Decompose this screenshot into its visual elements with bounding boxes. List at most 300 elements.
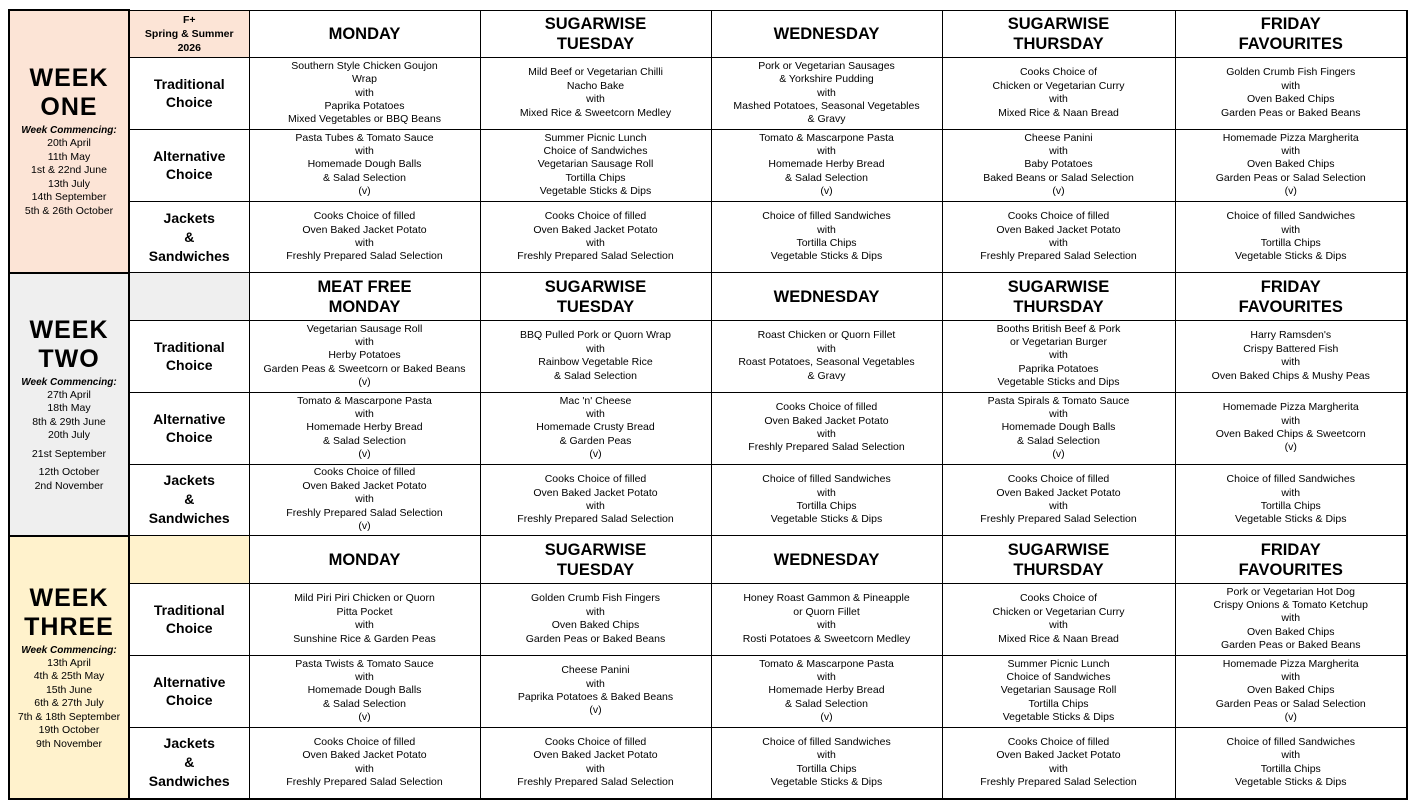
text-line: Oven Baked Jacket Potato — [996, 223, 1121, 236]
text-line: Sandwiches — [148, 510, 230, 527]
week-one-cell — [9, 10, 129, 273]
text-line: & Gravy — [807, 113, 846, 126]
dish-cell — [1175, 727, 1407, 799]
text-line: TWO — [38, 344, 100, 373]
week-date: 6th & 27th July — [34, 697, 104, 710]
text-line: Garden Peas or Baked Beans — [525, 632, 666, 645]
day-header — [1175, 10, 1407, 57]
text-line: Cooks Choice of filled — [1007, 473, 1110, 486]
text-line: with — [586, 342, 605, 355]
day-header — [1175, 536, 1407, 583]
text-line: SUGARWISE — [544, 540, 647, 559]
text-line: with — [817, 670, 836, 683]
text-line: Mac 'n' Cheese — [559, 394, 632, 407]
dish-cell — [249, 57, 480, 129]
text-line: Oven Baked Jacket Potato — [302, 479, 427, 492]
text-line: with — [817, 486, 836, 499]
text-line: Homemade Dough Balls — [307, 684, 422, 697]
text-line: Mixed Rice & Naan Bread — [998, 632, 1119, 645]
text-line: & Salad Selection — [323, 697, 406, 710]
dish-cell — [1175, 583, 1407, 655]
dish-cell — [1175, 201, 1407, 273]
header-tag-cell — [129, 536, 249, 583]
dish-cell — [711, 464, 942, 536]
text-line: WEDNESDAY — [773, 287, 880, 306]
text-line: Oven Baked Chips — [1246, 684, 1335, 697]
text-line: Traditional — [153, 339, 225, 356]
text-line: MONDAY — [328, 24, 401, 43]
choice-label — [129, 583, 249, 655]
text-line: Cooks Choice of filled — [775, 401, 878, 414]
text-line: Oven Baked Chips — [1246, 93, 1335, 106]
day-header — [249, 273, 480, 320]
text-line: Southern Style Chicken Goujon — [291, 59, 438, 72]
text-line: WEEK — [29, 583, 109, 612]
dish-cell — [1175, 655, 1407, 727]
text-line: Roast Potatoes, Seasonal Vegetables — [738, 356, 915, 369]
dish-cell — [480, 583, 711, 655]
week-date: 18th May — [47, 402, 91, 415]
text-line: Mild Piri Piri Chicken or Quorn — [294, 592, 435, 605]
text-line: FRIDAY — [1260, 14, 1321, 33]
text-line: Choice of filled Sandwiches — [1226, 210, 1355, 223]
day-header — [942, 536, 1175, 583]
week-date: 21st September — [31, 447, 107, 460]
text-line: with — [1049, 93, 1068, 106]
text-line: Oven Baked Jacket Potato — [302, 223, 427, 236]
text-line: & Salad Selection — [785, 697, 868, 710]
text-line: Cooks Choice of filled — [313, 735, 416, 748]
text-line: Homemade Dough Balls — [1001, 421, 1116, 434]
text-line: Summer Picnic Lunch — [544, 131, 647, 144]
text-line: with — [355, 670, 374, 683]
text-line: Cooks Choice of filled — [544, 735, 647, 748]
text-line: (v) — [1284, 185, 1297, 198]
day-header — [249, 10, 480, 57]
text-line: Cooks Choice of filled — [313, 466, 416, 479]
text-line: with — [1049, 762, 1068, 775]
text-line: Choice — [165, 94, 213, 111]
text-line: with — [355, 145, 374, 157]
header-tag-cell — [129, 273, 249, 320]
text-line: Garden Peas or Salad Selection — [1215, 697, 1366, 710]
dish-cell — [1175, 129, 1407, 201]
text-line: Pitta Pocket — [336, 605, 393, 618]
text-line: Cheese Panini — [1024, 131, 1093, 144]
choice-label — [129, 320, 249, 392]
day-header — [1175, 273, 1407, 320]
week-title — [12, 584, 126, 642]
text-line: & Salad Selection — [323, 171, 406, 184]
text-line: Vegetarian Sausage Roll — [306, 322, 423, 335]
text-line: Homemade Herby Bread — [306, 421, 423, 434]
text-line: Cooks Choice of filled — [313, 210, 416, 223]
text-line: Oven Baked Jacket Potato — [996, 486, 1121, 499]
week-date: 20th July — [47, 429, 91, 442]
text-line: Tortilla Chips — [796, 762, 857, 775]
text-line: (v) — [358, 376, 371, 389]
text-line: SUGARWISE — [1007, 540, 1110, 559]
text-line: with — [1281, 356, 1301, 369]
day-header — [711, 273, 942, 320]
text-line: Rosti Potatoes & Sweetcorn Medley — [742, 632, 911, 645]
choice-label — [129, 392, 249, 464]
text-line: ONE — [40, 93, 98, 122]
week-commencing-label: Week Commencing: — [21, 376, 117, 388]
week-two-header-row — [9, 273, 1407, 320]
text-line: MONDAY — [328, 550, 401, 569]
text-line: Jackets — [163, 209, 215, 226]
text-line: with — [1281, 145, 1301, 157]
day-header — [711, 536, 942, 583]
text-line: TUESDAY — [556, 34, 635, 53]
dish-cell — [249, 129, 480, 201]
text-line: FAVOURITES — [1238, 34, 1343, 53]
text-line: Pasta Spirals & Tomato Sauce — [987, 394, 1130, 407]
dish-cell — [942, 57, 1175, 129]
text-line: Herby Potatoes — [328, 349, 401, 362]
text-line: with — [1049, 237, 1068, 250]
dish-cell — [249, 464, 480, 536]
dish-cell — [249, 655, 480, 727]
dish-cell — [1175, 320, 1407, 392]
text-line: Cooks Choice of filled — [1007, 735, 1110, 748]
text-line: Baby Potatoes — [1024, 158, 1093, 171]
text-line: Choice of Sandwiches — [1006, 670, 1111, 683]
text-line: with — [586, 407, 605, 420]
text-line: Sandwiches — [148, 773, 230, 790]
text-line: (v) — [358, 711, 371, 724]
text-line: Cooks Choice of filled — [544, 473, 647, 486]
text-line: Vegetable Sticks & Dips — [770, 513, 883, 526]
text-line: with — [1281, 612, 1301, 625]
dish-cell — [480, 727, 711, 799]
text-line: Mashed Potatoes, Seasonal Vegetables — [733, 99, 920, 112]
text-line: Choice — [165, 357, 213, 374]
dish-cell — [942, 320, 1175, 392]
dish-cell — [942, 201, 1175, 273]
text-line: Choice — [165, 166, 213, 183]
text-line: with — [1281, 79, 1301, 92]
text-line: Honey Roast Gammon & Pineapple — [743, 592, 910, 605]
dish-cell — [480, 57, 711, 129]
text-line: Crispy Battered Fish — [1243, 342, 1339, 355]
week-title — [12, 64, 126, 122]
dish-cell — [480, 392, 711, 464]
text-line: & Salad Selection — [323, 434, 406, 447]
choice-label — [129, 464, 249, 536]
dish-cell — [942, 129, 1175, 201]
header-tag-cell — [129, 10, 249, 57]
week-date: 27th April — [47, 388, 91, 401]
text-line: Vegetable Sticks & Dips — [539, 185, 652, 198]
text-line: Oven Baked Chips — [551, 619, 640, 632]
day-header — [942, 273, 1175, 320]
dish-cell — [249, 583, 480, 655]
text-line: with — [355, 493, 374, 506]
jackets-row — [9, 727, 1407, 799]
text-line: (v) — [820, 711, 833, 724]
text-line: & Salad Selection — [554, 369, 637, 382]
text-line: Tortilla Chips — [796, 237, 857, 250]
text-line: & Salad Selection — [785, 171, 868, 184]
text-line: Choice — [165, 620, 213, 637]
text-line: Homemade Pizza Margherita — [1222, 657, 1359, 670]
text-line: Vegetable Sticks & Dips — [1002, 711, 1115, 724]
week-date: 13th April — [47, 656, 91, 669]
text-line: SUGARWISE — [1007, 277, 1110, 296]
text-line: Golden Crumb Fish Fingers — [531, 592, 660, 605]
text-line: (v) — [820, 185, 833, 198]
text-line: Cooks Choice of filled — [544, 210, 647, 223]
text-line: FRIDAY — [1260, 277, 1321, 296]
text-line: (v) — [589, 704, 602, 717]
dish-cell — [249, 320, 480, 392]
text-line: with — [586, 605, 605, 618]
text-line: Pasta Twists & Tomato Sauce — [295, 657, 434, 670]
text-line: Paprika Potatoes & Baked Beans — [517, 691, 674, 704]
text-line: with — [1049, 349, 1068, 362]
text-line: Freshly Prepared Salad Selection — [980, 776, 1137, 789]
text-line: Pork or Vegetarian Sausages — [758, 59, 895, 72]
text-line: Vegetable Sticks & Dips — [1235, 776, 1347, 789]
text-line: Garden Peas or Baked Beans — [1220, 639, 1361, 652]
week-commencing-label: Week Commencing: — [21, 644, 117, 656]
dish-cell — [711, 201, 942, 273]
day-header — [480, 273, 711, 320]
jackets-row — [9, 201, 1407, 273]
text-line: Homemade Dough Balls — [307, 158, 422, 171]
text-line: with — [355, 237, 374, 250]
text-line: Jackets — [163, 472, 215, 489]
week-date: 13th July — [47, 177, 91, 190]
text-line: Vegetable Sticks & Dips — [1235, 513, 1347, 526]
text-line: (v) — [358, 185, 371, 198]
day-header — [942, 10, 1175, 57]
text-line: WEDNESDAY — [773, 550, 880, 569]
week-three-header-row — [9, 536, 1407, 583]
menu-season-label: 2026 — [177, 41, 201, 54]
text-line: Freshly Prepared Salad Selection — [980, 250, 1137, 263]
dish-cell — [480, 655, 711, 727]
text-line: Crispy Onions & Tomato Ketchup — [1213, 599, 1368, 612]
week-date: 9th November — [36, 737, 102, 750]
text-line: with — [1281, 749, 1301, 762]
text-line: Traditional — [153, 76, 225, 93]
text-line: & — [184, 754, 195, 771]
dish-cell — [942, 392, 1175, 464]
text-line: Oven Baked Chips & Mushy Peas — [1211, 369, 1370, 382]
text-line: Oven Baked Jacket Potato — [764, 414, 889, 427]
text-line: Choice of filled Sandwiches — [1226, 473, 1355, 486]
week-commencing-label: Week Commencing: — [21, 125, 117, 137]
day-header — [480, 10, 711, 57]
text-line: Mild Beef or Vegetarian Chilli — [528, 66, 663, 79]
text-line: Summer Picnic Lunch — [1007, 657, 1110, 670]
text-line: Freshly Prepared Salad Selection — [980, 513, 1137, 526]
day-header — [711, 10, 942, 57]
text-line: TUESDAY — [556, 297, 635, 316]
text-line: Garden Peas or Baked Beans — [1220, 106, 1361, 119]
menu-season-label: Spring & Summer — [144, 27, 234, 40]
text-line: Paprika Potatoes — [1018, 362, 1099, 375]
dish-cell — [711, 320, 942, 392]
week-date: 11th May — [47, 150, 91, 163]
text-line: Choice of Sandwiches — [543, 145, 648, 157]
text-line: THREE — [24, 612, 114, 641]
week-date: 7th & 18th September — [17, 710, 121, 723]
text-line: with — [817, 428, 836, 441]
text-line: & Salad Selection — [1017, 434, 1100, 447]
dish-cell — [942, 655, 1175, 727]
text-line: Choice of filled Sandwiches — [762, 473, 891, 486]
text-line: Tomato & Mascarpone Pasta — [297, 394, 432, 407]
text-line: Cooks Choice of filled — [1007, 210, 1110, 223]
text-line: with — [817, 223, 836, 236]
text-line: Booths British Beef & Pork — [996, 322, 1121, 335]
text-line: Tortilla Chips — [796, 499, 857, 512]
text-line: Garden Peas & Sweetcorn or Baked Beans — [263, 362, 466, 375]
text-line: Choice of filled Sandwiches — [1226, 735, 1355, 748]
text-line: (v) — [589, 448, 602, 461]
week-title — [12, 316, 126, 374]
text-line: Vegetable Sticks & Dips — [770, 250, 883, 263]
dish-cell — [711, 392, 942, 464]
dish-cell — [942, 727, 1175, 799]
text-line: with — [355, 619, 374, 632]
text-line: Tomato & Mascarpone Pasta — [759, 657, 894, 670]
text-line: Rainbow Vegetable Rice — [538, 356, 653, 369]
text-line: with — [1281, 223, 1301, 236]
menu-table — [8, 9, 1408, 800]
text-line: with — [817, 749, 836, 762]
text-line: MEAT FREE — [317, 277, 412, 296]
text-line: with — [1281, 414, 1301, 427]
alternative-row — [9, 392, 1407, 464]
text-line: with — [1281, 670, 1301, 683]
text-line: TUESDAY — [556, 560, 635, 579]
day-header — [480, 536, 711, 583]
choice-label — [129, 57, 249, 129]
week-date: 5th & 26th October — [24, 204, 114, 217]
text-line: WEEK — [29, 315, 109, 344]
text-line: Homemade Crusty Bread — [536, 421, 655, 434]
text-line: Choice of filled Sandwiches — [762, 735, 891, 748]
text-line: (v) — [1052, 448, 1065, 461]
text-line: Pasta Tubes & Tomato Sauce — [295, 131, 434, 144]
week-date: 4th & 25th May — [33, 670, 105, 683]
week-date: 15th June — [45, 683, 93, 696]
text-line: Sunshine Rice & Garden Peas — [293, 632, 436, 645]
text-line: Tortilla Chips — [1260, 237, 1321, 250]
dish-cell — [711, 129, 942, 201]
text-line: Harry Ramsden's — [1250, 329, 1332, 342]
text-line: Alternative — [153, 148, 226, 165]
week-date: 1st & 22nd June — [31, 164, 107, 177]
text-line: (v) — [358, 448, 371, 461]
text-line: Vegetable Sticks & Dips — [1235, 250, 1347, 263]
week-two-cell — [9, 273, 129, 536]
dish-cell — [1175, 57, 1407, 129]
text-line: Alternative — [153, 674, 226, 691]
text-line: with — [817, 619, 836, 632]
text-line: FAVOURITES — [1238, 560, 1343, 579]
text-line: FAVOURITES — [1238, 297, 1343, 316]
dish-cell — [942, 464, 1175, 536]
text-line: with — [586, 762, 605, 775]
text-line: Oven Baked Chips — [1246, 625, 1335, 638]
text-line: Freshly Prepared Salad Selection — [517, 250, 674, 263]
text-line: & Garden Peas — [559, 434, 632, 447]
dish-cell — [1175, 464, 1407, 536]
text-line: Homemade Pizza Margherita — [1222, 131, 1359, 144]
text-line: WEDNESDAY — [773, 24, 880, 43]
text-line: (v) — [1284, 711, 1297, 724]
dish-cell — [480, 320, 711, 392]
text-line: & — [184, 491, 195, 508]
text-line: SUGARWISE — [1007, 14, 1110, 33]
text-line: with — [586, 93, 605, 106]
text-line: Alternative — [153, 411, 226, 428]
text-line: Vegetable Sticks & Dips — [770, 776, 883, 789]
text-line: with — [355, 762, 374, 775]
text-line: Freshly Prepared Salad Selection — [748, 441, 905, 454]
text-line: (v) — [1052, 185, 1065, 198]
text-line: & Gravy — [807, 369, 846, 382]
text-line: with — [817, 145, 836, 157]
text-line: Jackets — [163, 735, 215, 752]
text-line: WEEK — [29, 64, 109, 93]
week-date: 2nd November — [34, 479, 104, 492]
text-line: Traditional — [153, 602, 225, 619]
text-line: Homemade Herby Bread — [768, 684, 885, 697]
text-line: Oven Baked Chips — [1246, 158, 1335, 171]
text-line: Paprika Potatoes — [324, 99, 405, 112]
text-line: Choice — [165, 429, 213, 446]
dish-cell — [249, 727, 480, 799]
text-line: with — [586, 677, 605, 690]
text-line: Pork or Vegetarian Hot Dog — [1226, 585, 1355, 598]
text-line: & — [184, 228, 195, 245]
text-line: Golden Crumb Fish Fingers — [1226, 66, 1356, 79]
text-line: Wrap — [352, 73, 377, 86]
text-line: Tortilla Chips — [565, 171, 626, 184]
alternative-row — [9, 129, 1407, 201]
text-line: with — [1049, 407, 1068, 420]
dish-cell — [711, 655, 942, 727]
text-line: Tomato & Mascarpone Pasta — [759, 131, 894, 144]
text-line: Tortilla Chips — [1260, 499, 1321, 512]
text-line: THURSDAY — [1013, 297, 1104, 316]
text-line: Freshly Prepared Salad Selection — [286, 506, 443, 519]
dish-cell — [711, 57, 942, 129]
week-date: 8th & 29th June — [32, 415, 106, 428]
text-line: Tortilla Chips — [1028, 697, 1089, 710]
traditional-row — [9, 320, 1407, 392]
text-line: Nacho Bake — [566, 79, 625, 92]
text-line: (v) — [1284, 441, 1297, 454]
choice-label — [129, 129, 249, 201]
dish-cell — [249, 392, 480, 464]
text-line: Choice — [165, 692, 213, 709]
text-line: with — [1049, 145, 1068, 157]
dish-cell — [480, 464, 711, 536]
text-line: Freshly Prepared Salad Selection — [286, 776, 443, 789]
week-date: 19th October — [38, 724, 100, 737]
text-line: Oven Baked Jacket Potato — [996, 749, 1121, 762]
dish-cell — [480, 129, 711, 201]
text-line: Chicken or Vegetarian Curry — [992, 79, 1125, 92]
